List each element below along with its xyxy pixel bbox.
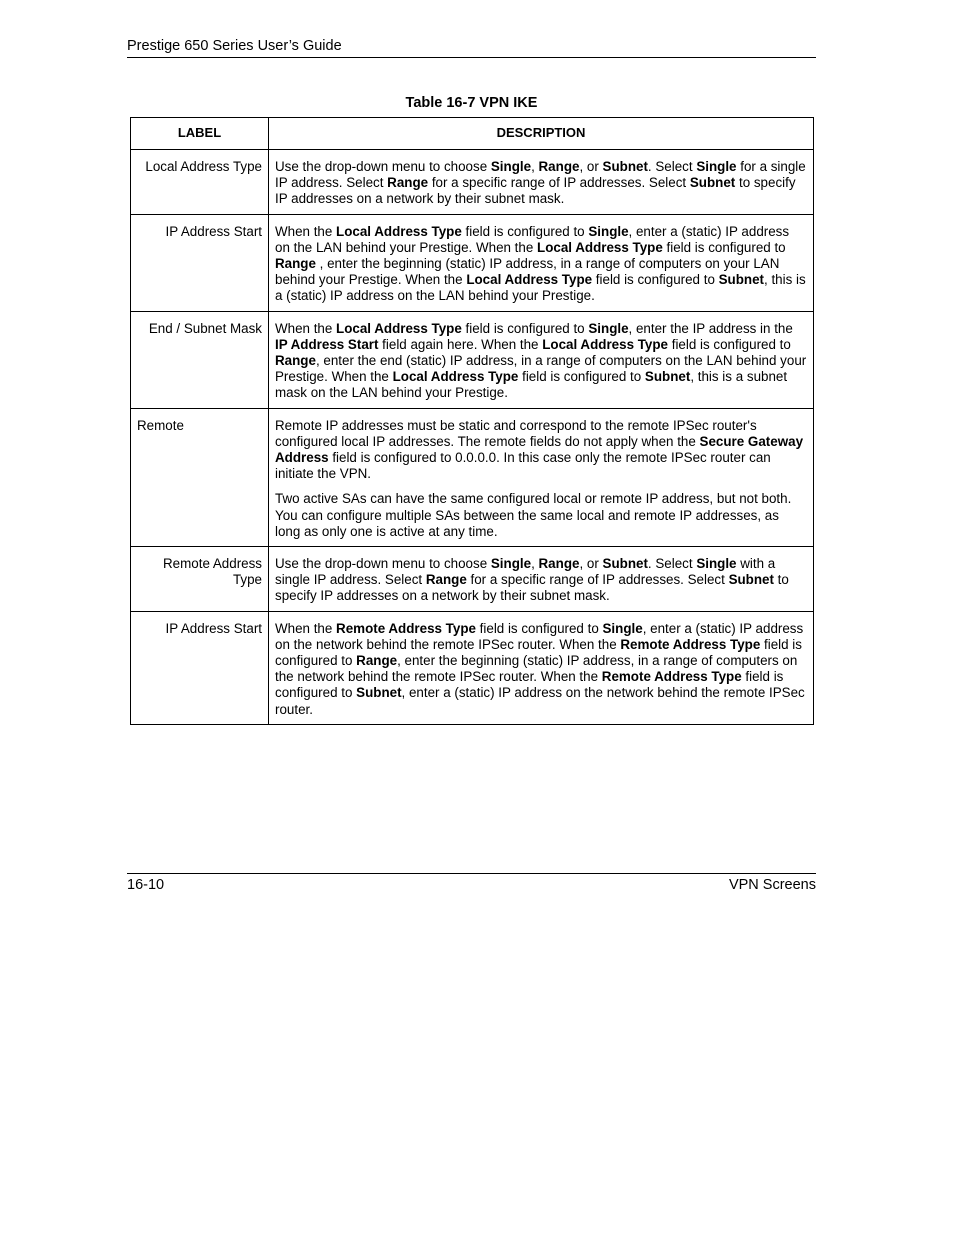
row-label: Local Address Type: [131, 150, 269, 215]
table-row: [131, 611, 814, 724]
row-label: Remote Address Type: [131, 547, 269, 612]
description-paragraph: [275, 159, 807, 208]
description-text: field again here. When the: [378, 336, 543, 352]
table-row: [131, 214, 814, 311]
description-text: with a single IP address. Select: [275, 556, 776, 588]
description-paragraph: [275, 321, 807, 402]
header-title: Prestige 650 Series User’s Guide: [127, 38, 342, 54]
field-name-emphasis: Single: [696, 556, 737, 572]
field-name-emphasis: Single: [588, 320, 629, 336]
description-text: , or: [579, 159, 603, 174]
field-name-emphasis: Single: [602, 620, 643, 636]
table-header-row: [131, 118, 814, 150]
field-name-emphasis: Single: [490, 159, 532, 174]
field-name-emphasis: Single: [490, 556, 532, 572]
field-name-emphasis: Subnet: [689, 175, 736, 191]
field-name-emphasis: Local Address Type: [336, 320, 462, 336]
column-header-description: DESCRIPTION: [269, 118, 814, 150]
field-name-emphasis: Subnet: [728, 572, 774, 588]
row-description: [269, 311, 814, 408]
field-name-emphasis: Local Address Type: [537, 239, 663, 255]
description-text: When the: [275, 320, 337, 336]
page-header: [127, 37, 816, 58]
row-description: [269, 214, 814, 311]
row-description: [269, 408, 814, 546]
field-name-emphasis: Local Address Type: [466, 272, 593, 288]
description-text: , enter the beginning (static) IP address, in a range of computers on the network behind the remote IPSec router. When the: [275, 653, 798, 685]
description-text: , enter a (static) IP address on the LAN behind your Prestige. When the: [275, 223, 790, 255]
field-name-emphasis: Local Address Type: [336, 223, 462, 239]
description-text: for a single IP address. Select: [275, 159, 806, 191]
field-name-emphasis: Remote Address Type: [601, 669, 742, 685]
row-label: End / Subnet Mask: [131, 311, 269, 408]
table-row: [131, 150, 814, 215]
description-text: , this is a subnet mask on the LAN behind your Prestige.: [275, 369, 788, 401]
description-text: field is configured to: [275, 636, 802, 669]
field-name-emphasis: Subnet: [602, 556, 648, 572]
table-row: [131, 547, 814, 612]
description-text: field is configured to: [475, 620, 603, 636]
description-text: . Select: [647, 159, 697, 174]
description-text: for a specific range of IP addresses. Select: [428, 175, 690, 191]
row-label: IP Address Start: [131, 214, 269, 311]
field-name-emphasis: Subnet: [718, 272, 765, 288]
field-name-emphasis: Range: [538, 556, 580, 572]
field-name-emphasis: Range: [425, 572, 467, 588]
description-text: , enter the end (static) IP address, in a range of computers on the LAN behind your Prestige. When the: [275, 353, 807, 385]
description-text: , or: [579, 556, 603, 572]
field-name-emphasis: Local Address Type: [392, 369, 519, 385]
field-name-emphasis: Subnet: [644, 369, 691, 385]
description-text: , enter the IP address in the: [628, 320, 793, 336]
table-row: [131, 408, 814, 546]
row-label: IP Address Start: [131, 611, 269, 724]
description-text: When the: [275, 223, 337, 239]
table-caption: Table 16-7 VPN IKE: [405, 95, 538, 111]
page-footer: [127, 873, 816, 894]
description-text: Remote IP addresses must be static and correspond to the remote IPSec router's configured local IP addresses. The remote fields do not apply when the: [275, 417, 757, 449]
table-row: [131, 311, 814, 408]
description-text: When the: [275, 620, 337, 636]
field-name-emphasis: IP Address Start: [275, 336, 379, 352]
field-name-emphasis: Local Address Type: [542, 336, 668, 352]
field-name-emphasis: Remote Address Type: [620, 636, 761, 652]
field-name-emphasis: Subnet: [602, 159, 648, 174]
description-text: , enter the beginning (static) IP address, in a range of computers on your LAN behind your Prestige. When the: [275, 256, 780, 288]
description-paragraph: [275, 418, 807, 483]
description-text: field is configured to: [518, 369, 645, 385]
description-text: Two active SAs can have the same configured local or remote IP address, but not both. You can configure multiple SAs between the same local and remote IP addresses, as long as only one is active at any time.: [275, 491, 792, 539]
description-text: field is configured to: [662, 239, 786, 255]
description-paragraph: [275, 224, 807, 305]
description-text: to specify IP addresses on a network by their subnet mask.: [275, 572, 789, 604]
field-name-emphasis: Subnet: [356, 685, 402, 701]
field-name-emphasis: Range: [356, 653, 398, 669]
field-name-emphasis: Remote Address Type: [336, 620, 476, 636]
description-text: field is configured to: [592, 272, 719, 288]
field-name-emphasis: Secure Gateway Address: [275, 433, 804, 466]
description-text: Use the drop-down menu to choose: [275, 556, 491, 572]
field-name-emphasis: Single: [588, 223, 629, 239]
description-text: , enter a (static) IP address on the network behind the remote IPSec router.: [275, 685, 805, 717]
description-text: ,: [531, 556, 539, 572]
field-name-emphasis: Range: [275, 256, 316, 272]
description-text: field is configured to: [461, 320, 589, 336]
column-header-label: LABEL: [131, 118, 269, 150]
description-text: field is configured to: [461, 223, 589, 239]
description-text: ,: [531, 159, 539, 174]
description-text: for a specific range of IP addresses. Select: [466, 572, 729, 588]
field-name-emphasis: Range: [538, 159, 580, 174]
row-description: [269, 150, 814, 215]
table-body: [131, 150, 814, 725]
description-text: , this is a (static) IP address on the LAN behind your Prestige.: [275, 272, 806, 304]
section-name: VPN Screens: [728, 877, 816, 893]
description-text: field is configured to: [275, 669, 784, 701]
row-description: [269, 611, 814, 724]
description-text: field is configured to 0.0.0.0. In this case only the remote IPSec router can initiate the VPN.: [275, 450, 771, 482]
description-paragraph: [275, 556, 807, 605]
description-text: , enter a (static) IP address on the network behind the remote IPSec router. When the: [275, 620, 804, 652]
row-description: [269, 547, 814, 612]
row-label: Remote: [131, 408, 269, 546]
description-text: field is configured to: [668, 336, 791, 352]
description-paragraph: [275, 491, 807, 540]
description-text: . Select: [647, 556, 697, 572]
description-paragraph: [275, 621, 807, 718]
description-text: Use the drop-down menu to choose: [275, 159, 491, 174]
field-name-emphasis: Single: [696, 159, 737, 174]
description-text: to specify IP addresses on a network by their subnet mask.: [275, 175, 796, 207]
page-number: 16-10: [127, 877, 165, 893]
field-name-emphasis: Range: [275, 353, 316, 369]
vpn-ike-table: [130, 117, 814, 725]
field-name-emphasis: Range: [387, 175, 429, 191]
